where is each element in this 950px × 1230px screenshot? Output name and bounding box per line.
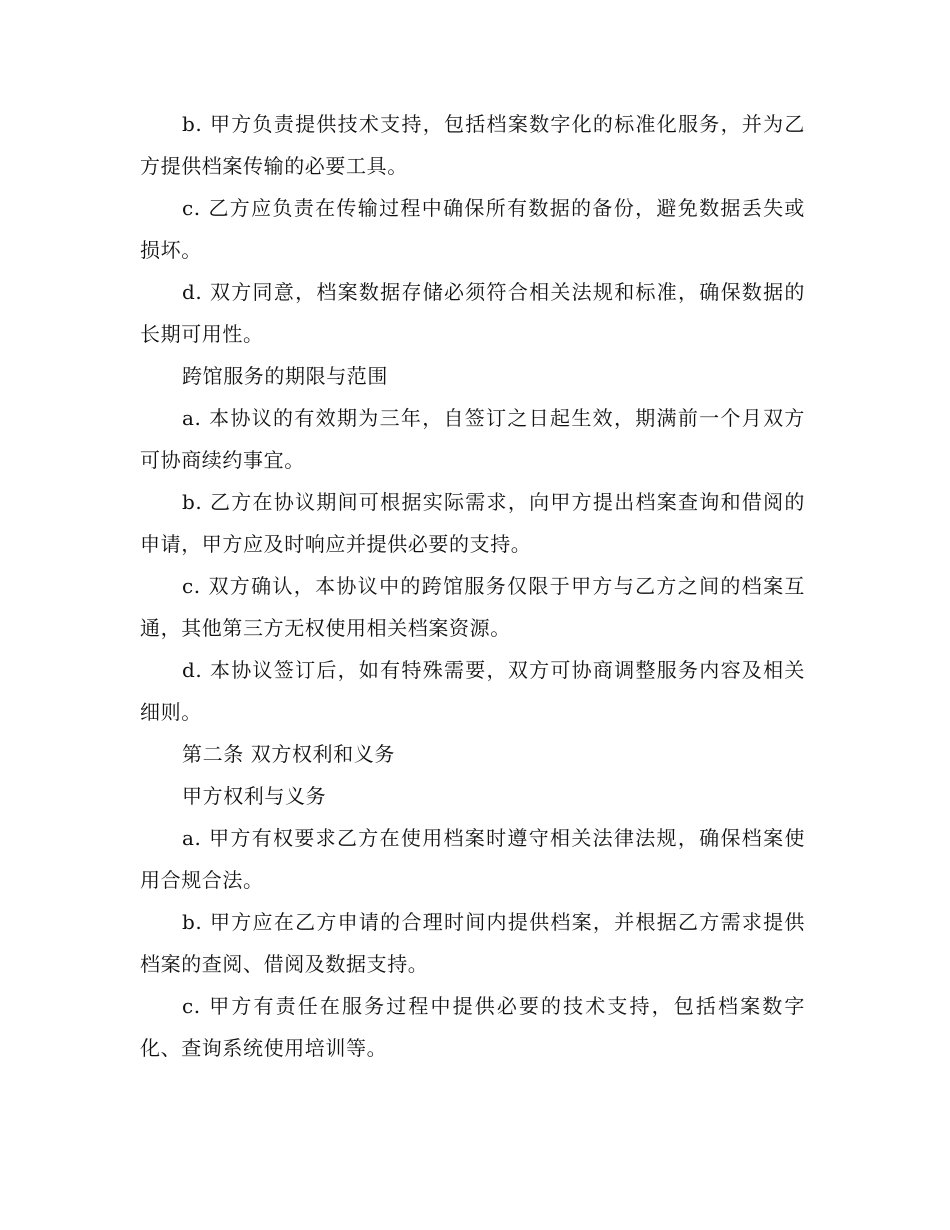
document-body — [140, 103, 805, 1069]
paragraph-validity-period: a. 本协议的有效期为三年，自签订之日起生效，期满前一个月双方可协商续约事宜。 — [140, 406, 805, 472]
paragraph-provide-archives: b. 甲方应在乙方申请的合理时间内提供档案，并根据乙方需求提供档案的查阅、借阅及数据支持。 — [140, 910, 805, 976]
section-heading-party-a-rights: 甲方权利与义务 — [182, 784, 327, 808]
paragraph-query-request: b. 乙方在协议期间可根据实际需求，向甲方提出档案查询和借阅的申请，甲方应及时响应并提供必要的支持。 — [140, 490, 805, 556]
section-heading-service-term: 跨馆服务的期限与范围 — [182, 364, 388, 388]
paragraph-data-backup: c. 乙方应负责在传输过程中确保所有数据的备份，避免数据丢失或损坏。 — [140, 196, 805, 262]
paragraph-tech-support: b. 甲方负责提供技术支持，包括档案数字化的标准化服务，并为乙方提供档案传输的必要工具。 — [140, 112, 805, 178]
paragraph-service-scope: c. 双方确认，本协议中的跨馆服务仅限于甲方与乙方之间的档案互通，其他第三方无权使用相关档案资源。 — [140, 574, 805, 640]
paragraph-compliance: a. 甲方有权要求乙方在使用档案时遵守相关法律法规，确保档案使用合规合法。 — [140, 826, 805, 892]
article-heading-rights-obligations: 第二条 双方权利和义务 — [182, 742, 395, 766]
paragraph-training-support: c. 甲方有责任在服务过程中提供必要的技术支持，包括档案数字化、查询系统使用培训等。 — [140, 994, 805, 1060]
paragraph-data-storage: d. 双方同意，档案数据存储必须符合相关法规和标准，确保数据的长期可用性。 — [140, 280, 805, 346]
paragraph-adjustment: d. 本协议签订后，如有特殊需要，双方可协商调整服务内容及相关细则。 — [140, 658, 805, 724]
